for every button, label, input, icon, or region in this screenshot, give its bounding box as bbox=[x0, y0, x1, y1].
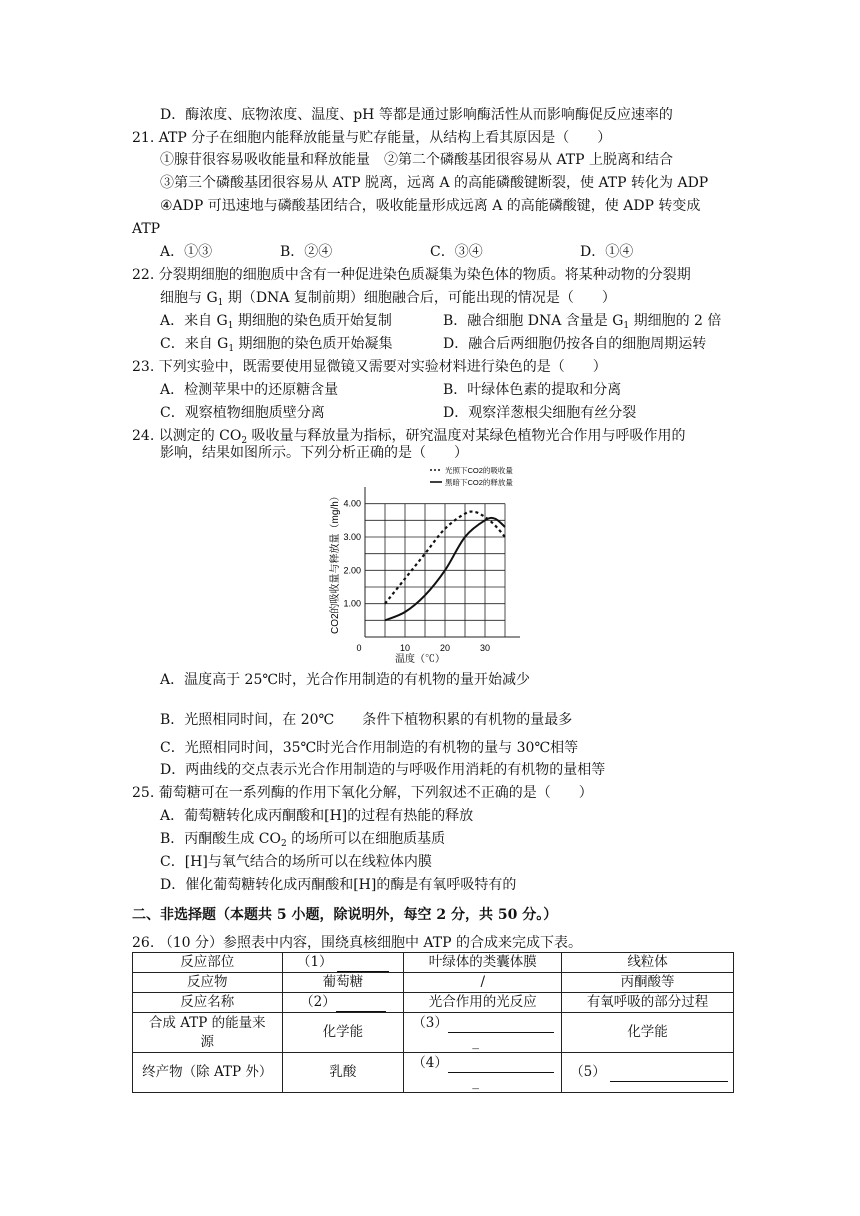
table-row bbox=[133, 973, 734, 993]
q21-statement-4: ④ADP 可迅速地与磷酸基团结合，吸收能量形成远离 A 的高能磷酸键，使 ADP 转变成 bbox=[160, 198, 701, 214]
cell: 化学能 bbox=[562, 1013, 734, 1053]
q24-stem: 24. 以测定的 $CO_2$ 吸收量与释放量为指标，研究温度对某绿色植物光合作用与呼吸作用的 bbox=[132, 428, 686, 446]
y-tick-label: 3.00 bbox=[343, 532, 361, 542]
q21-statement-3: ③第三个磷酸基团很容易从 ATP 脱离，远离 A 的高能磷酸键断裂，使 ATP 转化为 ADP bbox=[160, 175, 709, 191]
q25-option-d[interactable]: D．催化葡萄糖转化成丙酮酸和[H]的酶是有氧呼吸特有的 bbox=[160, 877, 517, 893]
q24-option-c[interactable]: C．光照相同时间，35℃时光合作用制造的有机物的量与 30℃相等 bbox=[160, 740, 579, 756]
q21-option-a[interactable]: A．①③ bbox=[160, 244, 213, 260]
legend-label: 光照下CO2的吸收量 bbox=[445, 466, 513, 475]
cell: 反应物 bbox=[133, 973, 283, 993]
table-row bbox=[133, 993, 734, 1013]
table-row bbox=[133, 1053, 734, 1093]
x-tick-label: 20 bbox=[439, 643, 451, 653]
q24-option-b[interactable]: B．光照相同时间，在 20℃ 条件下植物积累的有机物的量最多 bbox=[160, 712, 573, 728]
q21-option-c[interactable]: C．③④ bbox=[430, 244, 483, 260]
q22-option-c[interactable]: C．来自 $G_1$ 期细胞的染色质开始凝集 bbox=[160, 336, 393, 354]
atp-table bbox=[132, 952, 734, 1093]
answer-blank-5[interactable]: （5） bbox=[562, 1053, 734, 1093]
q22-option-a[interactable]: A．来自 $G_1$ 期细胞的染色质开始复制 bbox=[160, 313, 392, 331]
q24-option-d[interactable]: D．两曲线的交点表示光合作用制造的与呼吸作用消耗的有机物的量相等 bbox=[160, 762, 606, 778]
answer-blank-4[interactable]: （4） _ bbox=[404, 1053, 562, 1093]
section-2-heading: 二、非选择题（本题共 5 小题，除说明外，每空 2 分，共 50 分。） bbox=[132, 907, 558, 923]
chart-legend bbox=[430, 465, 513, 487]
y-tick-label: 1.00 bbox=[343, 598, 361, 609]
q24-option-a[interactable]: A．温度高于 25℃时，光合作用制造的有机物的量开始减少 bbox=[160, 672, 531, 688]
cell: 丙酮酸等 bbox=[562, 973, 734, 993]
chart-axes bbox=[365, 487, 520, 637]
cell: 反应部位 bbox=[133, 953, 283, 973]
q25-option-b[interactable]: B．丙酮酸生成 $CO_2$ 的场所可以在细胞质基质 bbox=[160, 831, 446, 849]
q22-stem-line2: 细胞与 $G_1$ 期（DNA 复制前期）细胞融合后，可能出现的情况是（ ） bbox=[160, 290, 616, 308]
q22-stem: 22. 分裂期细胞的细胞质中含有一种促进染色质凝集为染色体的物质。将某种动物的分裂期 bbox=[132, 267, 691, 283]
cell: 乳酸 bbox=[282, 1053, 404, 1093]
q20-option-d: D．酶浓度、底物浓度、温度、pH 等都是通过影响酶活性从而影响酶促反应速率的 bbox=[160, 107, 673, 123]
q21-stem: 21. ATP 分子在细胞内能释放能量与贮存能量，从结构上看其原因是（ ） bbox=[132, 130, 612, 146]
q21-option-d[interactable]: D．①④ bbox=[580, 244, 634, 260]
y-tick-label: 2.00 bbox=[343, 565, 361, 576]
q23-option-a[interactable]: A．检测苹果中的还原糖含量 bbox=[160, 382, 339, 398]
cell: 线粒体 bbox=[562, 953, 734, 973]
q23-stem: 23. 下列实验中，既需要使用显微镜又需要对实验材料进行染色的是（ ） bbox=[132, 359, 607, 375]
legend-label: 黑暗下CO2的释放量 bbox=[445, 478, 513, 487]
co2-chart bbox=[320, 462, 540, 672]
answer-blank-3[interactable]: （3） _ bbox=[404, 1013, 562, 1053]
answer-blank-1[interactable]: （1） bbox=[282, 953, 404, 973]
cell: 反应名称 bbox=[133, 993, 283, 1013]
q25-option-a[interactable]: A．葡萄糖转化成丙酮酸和[H]的过程有热能的释放 bbox=[160, 808, 474, 824]
cell: 合成 ATP 的能量来 源 bbox=[133, 1013, 283, 1053]
cell: 化学能 bbox=[282, 1013, 404, 1053]
q23-option-c[interactable]: C．观察植物细胞质壁分离 bbox=[160, 405, 325, 421]
cell: 叶绿体的类囊体膜 bbox=[404, 953, 562, 973]
x-tick-label: 30 bbox=[479, 643, 491, 653]
answer-blank-2[interactable]: （2） bbox=[282, 993, 404, 1013]
q24-stem-line2: 影响，结果如图所示。下列分析正确的是（ ） bbox=[160, 445, 468, 461]
table-row bbox=[133, 953, 734, 973]
cell: 终产物（除 ATP 外） bbox=[133, 1053, 283, 1093]
q21-statement-1-2: ①腺苷很容易吸收能量和释放能量 ②第二个磷酸基团很容易从 ATP 上脱离和结合 bbox=[160, 152, 674, 168]
x-axis-label: 温度（℃） bbox=[395, 654, 445, 665]
q23-option-d[interactable]: D．观察洋葱根尖细胞有丝分裂 bbox=[443, 405, 637, 421]
q21-statement-4-cont: ATP bbox=[132, 221, 161, 237]
cell: 光合作用的光反应 bbox=[404, 993, 562, 1013]
chart-grid bbox=[365, 504, 505, 637]
q21-option-b[interactable]: B．②④ bbox=[280, 244, 333, 260]
q22-option-b[interactable]: B．融合细胞 DNA 含量是 $G_1$ 期细胞的 2 倍 bbox=[443, 313, 722, 331]
cell: / bbox=[404, 973, 562, 993]
x-tick-label: 0 bbox=[356, 643, 362, 653]
y-axis-label: CO2的吸收量与释放量（mg/h） bbox=[330, 491, 341, 634]
cell: 有氧呼吸的部分过程 bbox=[562, 993, 734, 1013]
q26-stem: 26. （10 分）参照表中内容，围绕真核细胞中 ATP 的合成来完成下表。 bbox=[132, 935, 582, 951]
cell: 葡萄糖 bbox=[282, 973, 404, 993]
table-row bbox=[133, 1013, 734, 1053]
y-tick-label: 4.00 bbox=[343, 498, 361, 509]
x-tick-label: 10 bbox=[399, 643, 411, 653]
q23-option-b[interactable]: B．叶绿体色素的提取和分离 bbox=[443, 382, 622, 398]
q22-option-d[interactable]: D．融合后两细胞仍按各自的细胞周期运转 bbox=[443, 336, 707, 352]
q25-stem: 25. 葡萄糖可在一系列酶的作用下氧化分解，下列叙述不正确的是（ ） bbox=[132, 785, 593, 801]
q25-option-c[interactable]: C．[H]与氧气结合的场所可以在线粒体内膜 bbox=[160, 854, 432, 870]
